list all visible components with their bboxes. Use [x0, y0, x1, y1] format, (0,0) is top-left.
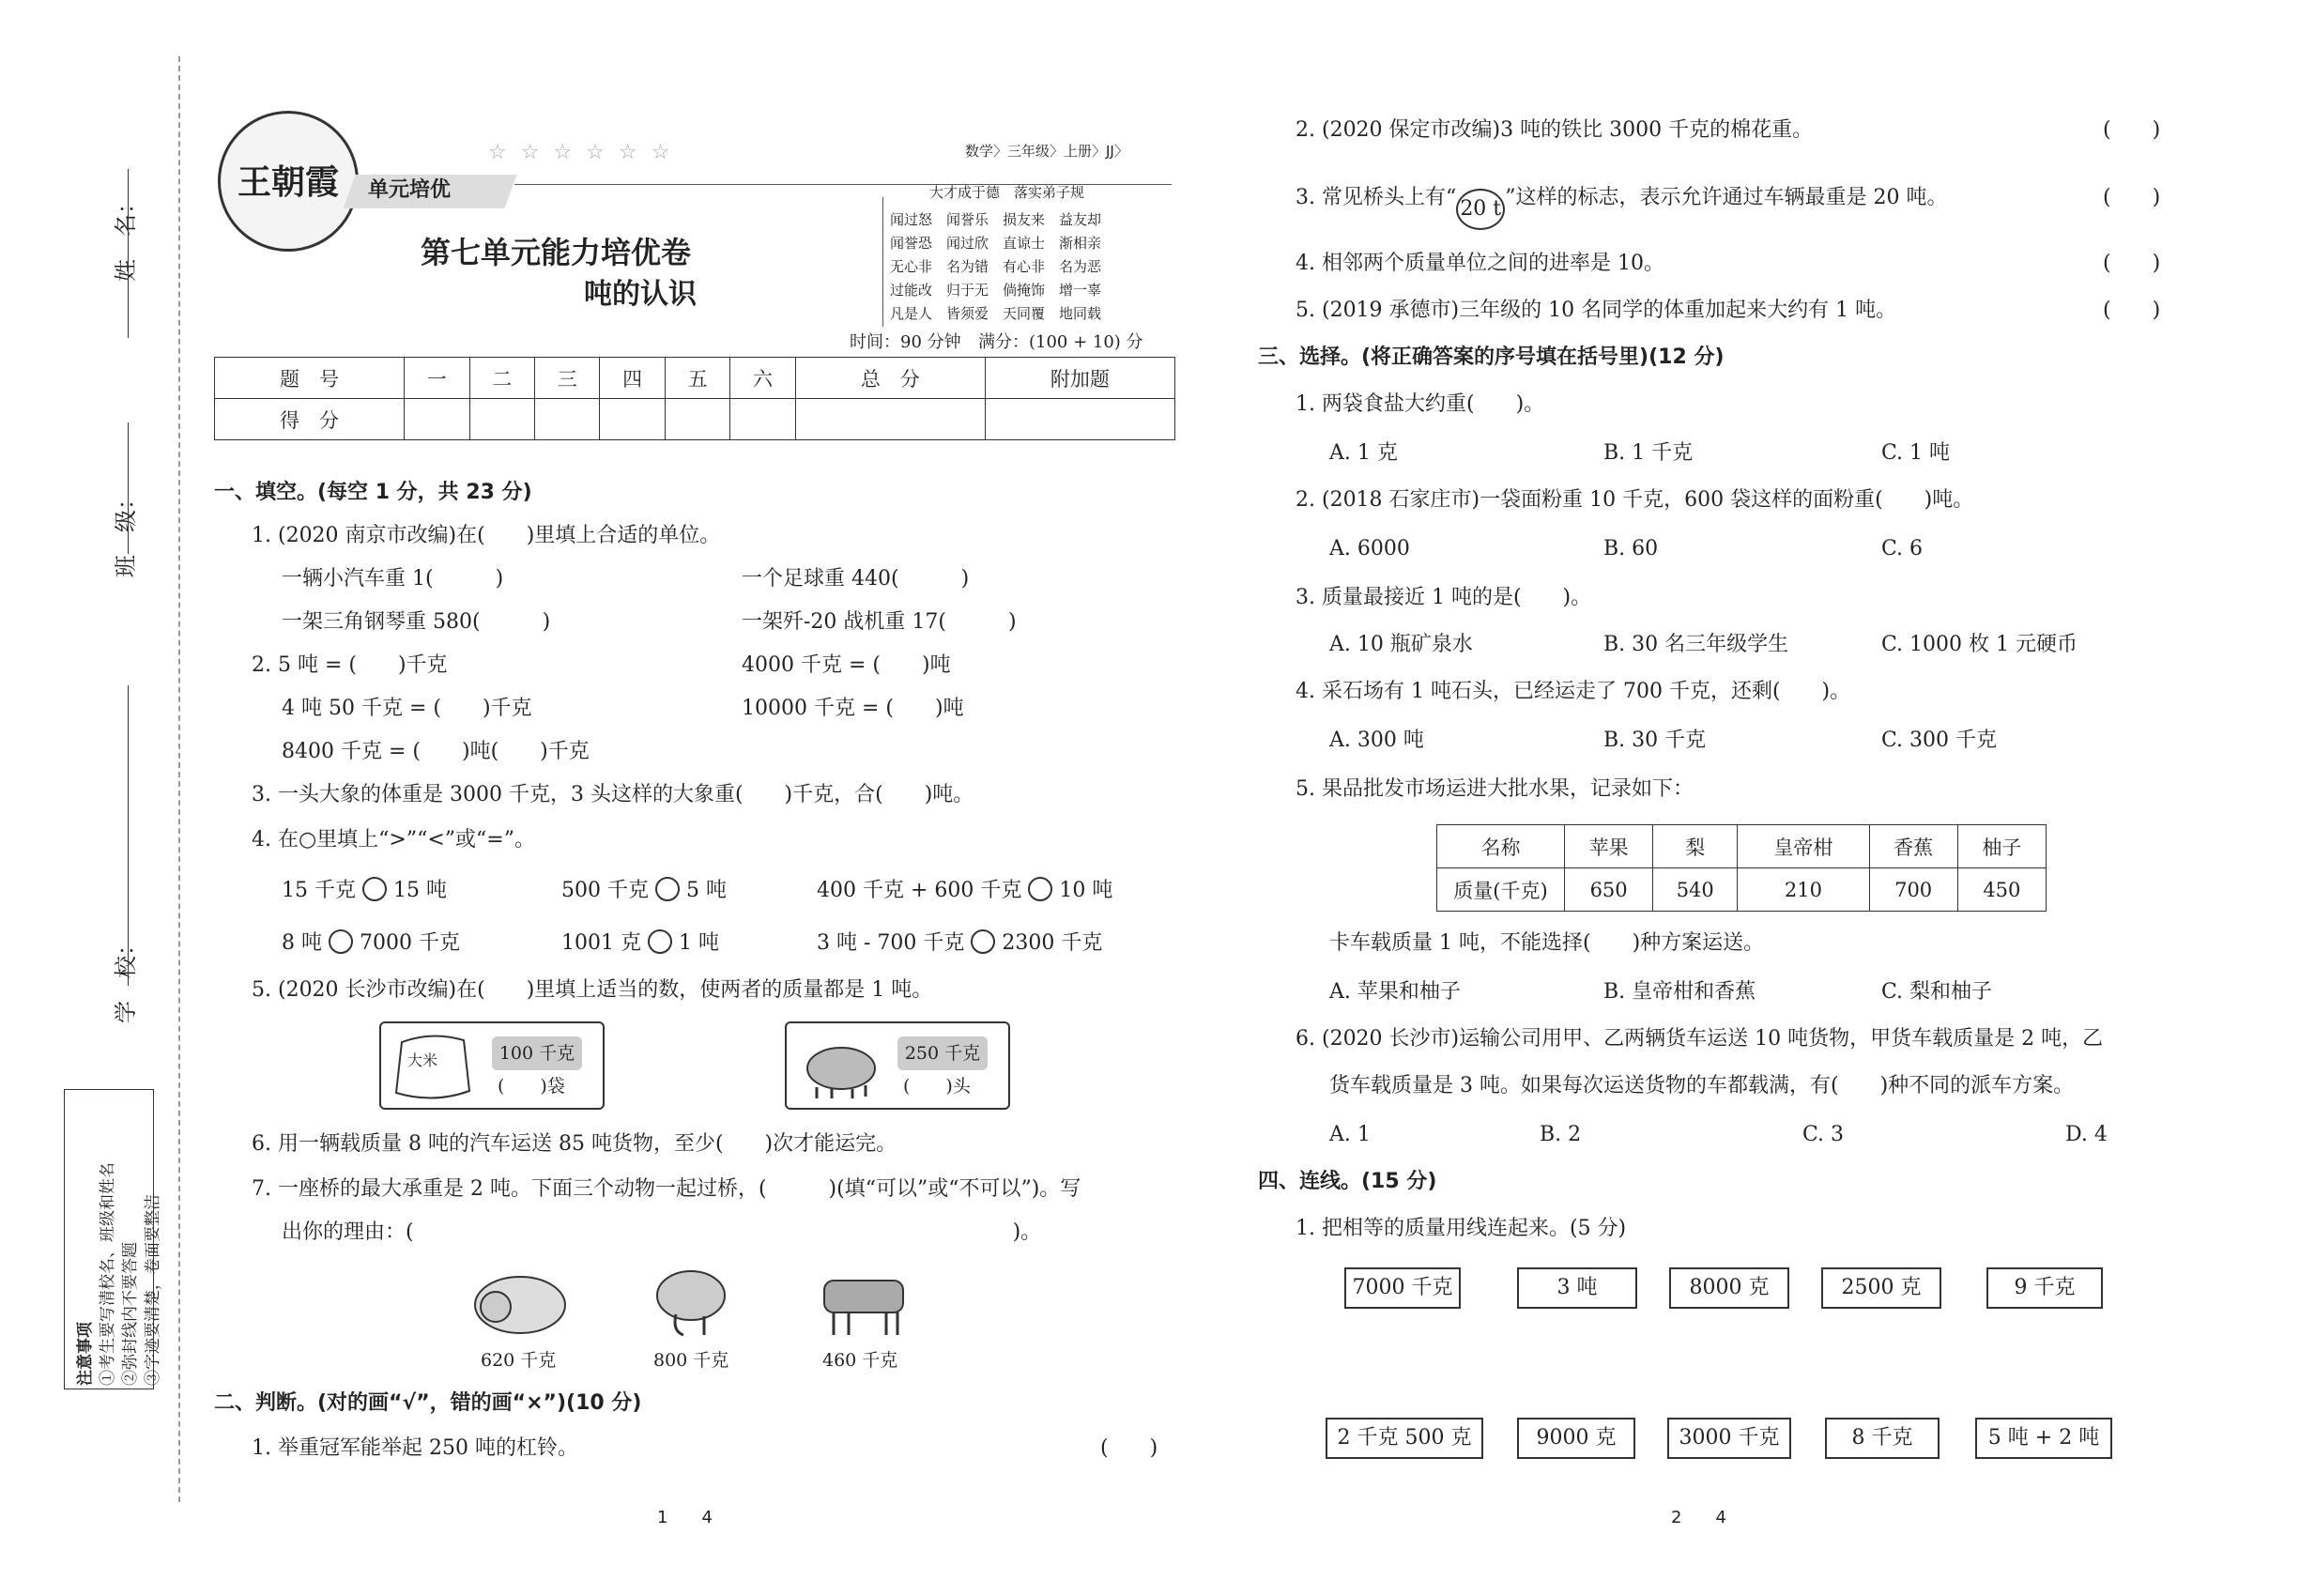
fruit-head: 苹果 [1565, 825, 1653, 868]
fruit-value: 210 [1738, 868, 1869, 912]
match-bottom-box[interactable]: 3000 千克 [1667, 1418, 1791, 1459]
difficulty-stars: ☆ ☆ ☆ ☆ ☆ ☆ [488, 141, 674, 164]
section-4-heading: 四、连线。(15 分) [1258, 1170, 1437, 1193]
judge-4: 4. 相邻两个质量单位之间的进率是 10。 [1296, 252, 1664, 275]
score-head: 题 号 [215, 358, 405, 399]
score-cell[interactable] [600, 399, 665, 440]
fruit-head: 梨 [1653, 825, 1738, 868]
option[interactable]: A. 300 吨 [1329, 729, 1424, 752]
score-table [214, 357, 1175, 440]
fruit-head: 柚子 [1957, 825, 2046, 868]
compare-circle[interactable] [971, 929, 995, 954]
paper-subtitle: 吨的认识 [584, 278, 697, 311]
q2-c: 4 吨 50 千克 = ( )千克 [282, 697, 532, 720]
compare-circle[interactable] [362, 877, 387, 901]
rice-card [379, 1021, 605, 1110]
fruit-value: 450 [1957, 868, 2046, 912]
compare-circle[interactable] [655, 877, 680, 901]
match-bottom-box[interactable]: 5 吨 + 2 吨 [1975, 1418, 2112, 1459]
option[interactable]: C. 梨和柚子 [1881, 980, 1993, 1004]
option[interactable]: B. 1 千克 [1603, 441, 1694, 465]
cow-icon [811, 1267, 922, 1339]
compare-circle[interactable] [1028, 877, 1052, 901]
judge-4-answer[interactable]: ( ) [2103, 252, 2161, 275]
option[interactable]: A. 苹果和柚子 [1329, 980, 1461, 1004]
notice-box [64, 1089, 162, 1389]
pig-icon [794, 1033, 888, 1100]
choice-3: 3. 质量最接近 1 吨的是( )。 [1296, 586, 1592, 609]
fruit-value: 650 [1565, 868, 1653, 912]
compare-item: 1001 克 1 吨 [561, 931, 719, 955]
choice-5-question: 卡车载质量 1 吨，不能选择( )种方案运送。 [1329, 931, 1765, 955]
rice-label: 大米 [407, 1051, 438, 1069]
section-2-heading: 二、判断。(对的画“√”，错的画“×”)(10 分) [214, 1391, 642, 1415]
judge-2-answer[interactable]: ( ) [2103, 118, 2161, 142]
left-page-number: 1 4 [657, 1508, 713, 1527]
judge-3: 3. 常见桥头上有“ 20 t ”这样的标志，表示允许通过车辆最重是 20 吨。 [1296, 186, 1947, 230]
score-cell[interactable] [730, 399, 795, 440]
pig-weight: 250 千克 [897, 1036, 988, 1070]
score-cell[interactable] [534, 399, 599, 440]
judge-5-answer[interactable]: ( ) [2103, 299, 2161, 322]
exam-time: 时间：90 分钟 [850, 332, 961, 352]
motto-line: 闻誉恐 闻过欣 直谅士 渐相亲 [890, 235, 1102, 252]
class-field[interactable] [128, 422, 129, 554]
rice-answer[interactable]: ( )袋 [498, 1076, 565, 1097]
motto-line: 过能改 归于无 倘掩饰 增一辜 [890, 282, 1102, 299]
compare-circle[interactable] [648, 929, 672, 954]
q6: 6. 用一辆载质量 8 吨的汽车运送 85 吨货物，至少( )次才能运完。 [252, 1132, 897, 1156]
weight-limit-sign: 20 t [1456, 189, 1505, 230]
rice-weight: 100 千克 [492, 1036, 582, 1070]
q5-stem: 5. (2020 长沙市改编)在( )里填上适当的数，使两者的质量都是 1 吨。 [252, 978, 933, 1002]
score-cell[interactable] [405, 399, 469, 440]
match-bottom-box[interactable]: 8 千克 [1825, 1418, 1940, 1459]
pig-card [785, 1021, 1010, 1110]
elephant-weight: 800 千克 [653, 1350, 729, 1371]
match-top-box[interactable]: 3 吨 [1517, 1267, 1637, 1309]
fruit-head: 名称 [1437, 825, 1565, 868]
compare-item: 8 吨 7000 千克 [282, 931, 460, 955]
judge-3-answer[interactable]: ( ) [2103, 186, 2161, 209]
fruit-value: 700 [1869, 868, 1957, 912]
score-head: 一 [405, 358, 469, 399]
notice-1: ①考生要写清校名、班级和姓名 [99, 1162, 117, 1386]
q4-stem: 4. 在○里填上“>”“<”或“=”。 [252, 828, 535, 852]
compare-item: 500 千克 5 吨 [561, 879, 727, 902]
q2-e: 8400 千克 = ( )吨( )千克 [282, 740, 590, 763]
score-cell[interactable] [469, 399, 534, 440]
header-tags: 数学〉三年级〉上册〉JJ〉 [965, 143, 1128, 160]
q2-b: 4000 千克 = ( )吨 [742, 653, 951, 677]
score-cell[interactable] [665, 399, 729, 440]
motto-divider [882, 197, 883, 327]
score-cell[interactable] [795, 399, 985, 440]
motto-line: 闻过怒 闻誉乐 损友来 益友却 [890, 211, 1102, 228]
compare-item: 400 千克 + 600 千克 10 吨 [817, 879, 1113, 902]
choice-6-line-2: 货车载质量是 3 吨。如果每次运送货物的车都载满，有( )种不同的派车方案。 [1329, 1074, 2075, 1097]
binding-line [178, 56, 180, 1502]
section-1-heading: 一、填空。(每空 1 分，共 23 分) [214, 481, 532, 504]
q1-b: 一个足球重 440( ) [742, 567, 970, 591]
fruit-table [1436, 824, 2047, 912]
notice-2: ②弥封线内不要答题 [121, 1242, 140, 1386]
motto-line: 无心非 名为错 有心非 名为恶 [890, 258, 1102, 275]
option[interactable]: B. 2 [1540, 1123, 1582, 1146]
option[interactable]: C. 6 [1881, 537, 1924, 560]
q2-a: 2. 5 吨 = ( )千克 [252, 653, 448, 677]
match-top-box[interactable]: 2500 克 [1821, 1267, 1941, 1309]
q1-c: 一架三角钢琴重 580( ) [282, 610, 551, 634]
score-row-label: 得 分 [215, 399, 405, 440]
score-head: 附加题 [985, 358, 1174, 399]
match-instruction: 1. 把相等的质量用线连起来。(5 分) [1296, 1217, 1627, 1240]
compare-item: 3 吨 - 700 千克 2300 千克 [817, 931, 1103, 955]
option[interactable]: C. 300 千克 [1881, 729, 1998, 752]
option[interactable]: B. 30 名三年级学生 [1603, 633, 1789, 656]
q1-d: 一架歼-20 战机重 17( ) [742, 610, 1017, 634]
match-bottom-box[interactable]: 2 千克 500 克 [1326, 1418, 1483, 1459]
name-label: 姓 名： [113, 192, 139, 282]
score-head: 二 [469, 358, 534, 399]
paper-title: 第七单元能力培优卷 [421, 235, 692, 270]
fruit-row-label: 质量(千克) [1437, 868, 1565, 912]
fruit-head: 香蕉 [1869, 825, 1957, 868]
logo-text: 王朝霞 [237, 162, 339, 202]
option[interactable]: A. 1 克 [1329, 441, 1398, 465]
choice-2: 2. (2018 石家庄市)一袋面粉重 10 千克，600 袋这样的面粉重( )吨。 [1296, 488, 1974, 512]
notice-title: 注意事项 [76, 1322, 95, 1386]
q2-d: 10000 千克 = ( )吨 [742, 697, 964, 720]
section-3-heading: 三、选择。(将正确答案的序号填在括号里)(12 分) [1258, 345, 1725, 369]
motto-title: 大才成于德 落实弟子规 [929, 184, 1085, 201]
score-head: 四 [600, 358, 665, 399]
choice-6-line-1: 6. (2020 长沙市)运输公司用甲、乙两辆货车运送 10 吨货物，甲货车载质量是 2 吨，乙 [1296, 1027, 2104, 1051]
bear-weight: 620 千克 [481, 1350, 557, 1371]
match-top-box[interactable]: 7000 千克 [1344, 1267, 1461, 1309]
match-top-box[interactable]: 8000 克 [1669, 1267, 1789, 1309]
unit-tag: 单元培优 [368, 178, 452, 202]
fruit-head: 皇帝柑 [1738, 825, 1869, 868]
cow-weight: 460 千克 [822, 1350, 898, 1371]
option[interactable]: A. 10 瓶矿泉水 [1329, 633, 1473, 656]
judge-1: 1. 举重冠军能举起 250 吨的杠铃。 [252, 1436, 578, 1460]
option[interactable]: C. 1000 枚 1 元硬币 [1881, 633, 2078, 656]
match-bottom-box[interactable]: 9000 克 [1517, 1418, 1635, 1459]
notice-3: ③字迹要清楚，卷面要整洁 [144, 1194, 162, 1386]
score-cell[interactable] [985, 399, 1174, 440]
class-label: 班 级： [113, 487, 139, 577]
school-field[interactable] [128, 685, 129, 986]
choice-4: 4. 采石场有 1 吨石头，已经运走了 700 千克，还剩( )。 [1296, 680, 1851, 703]
judge-2: 2. (2020 保定市改编)3 吨的铁比 3000 千克的棉花重。 [1296, 118, 1814, 142]
fruit-value: 540 [1653, 868, 1738, 912]
option[interactable]: A. 6000 [1329, 537, 1410, 560]
logo-emblem [218, 111, 359, 252]
q3: 3. 一头大象的体重是 3000 千克，3 头这样的大象重( )千克，合( )吨。 [252, 783, 974, 806]
option[interactable]: C. 1 吨 [1881, 441, 1951, 465]
choice-5: 5. 果品批发市场运进大批水果，记录如下： [1296, 777, 1694, 801]
score-head: 总 分 [795, 358, 985, 399]
compare-circle[interactable] [329, 929, 353, 954]
judge-1-answer[interactable]: ( ) [1100, 1436, 1158, 1460]
option[interactable]: B. 皇帝柑和香蕉 [1603, 980, 1756, 1004]
score-head: 三 [534, 358, 599, 399]
option[interactable]: C. 3 [1802, 1123, 1845, 1146]
right-page-number: 2 4 [1671, 1508, 1726, 1527]
school-label: 学 校： [113, 933, 139, 1023]
q7-line-2: 出你的理由：( )。 [282, 1220, 1042, 1244]
score-head: 六 [730, 358, 795, 399]
pig-answer[interactable]: ( )头 [903, 1076, 971, 1097]
option[interactable]: A. 1 [1329, 1123, 1371, 1146]
judge-5: 5. (2019 承德市)三年级的 10 名同学的体重加起来大约有 1 吨。 [1296, 299, 1897, 322]
score-head: 五 [665, 358, 729, 399]
elephant-icon [638, 1262, 742, 1339]
match-top-box[interactable]: 9 千克 [1986, 1267, 2103, 1309]
motto-block [890, 208, 1101, 326]
choice-1: 1. 两袋食盐大约重( )。 [1296, 392, 1545, 416]
q1-a: 一辆小汽车重 1( ) [282, 567, 504, 591]
q1-stem: 1. (2020 南京市改编)在( )里填上合适的单位。 [252, 524, 721, 547]
option[interactable]: D. 4 [2065, 1123, 2108, 1146]
option[interactable]: B. 60 [1603, 537, 1659, 560]
q7-line-1: 7. 一座桥的最大承重是 2 吨。下面三个动物一起过桥，( )(填“可以”或“不可以”)。写 [252, 1177, 1081, 1201]
motto-line: 凡是人 皆须爱 天同覆 地同载 [890, 305, 1102, 322]
option[interactable]: B. 30 千克 [1603, 729, 1707, 752]
exam-score: 满分：(100 + 10) 分 [978, 332, 1143, 352]
name-field[interactable] [128, 169, 129, 338]
bear-icon [468, 1267, 571, 1339]
compare-item: 15 千克 15 吨 [282, 879, 447, 902]
